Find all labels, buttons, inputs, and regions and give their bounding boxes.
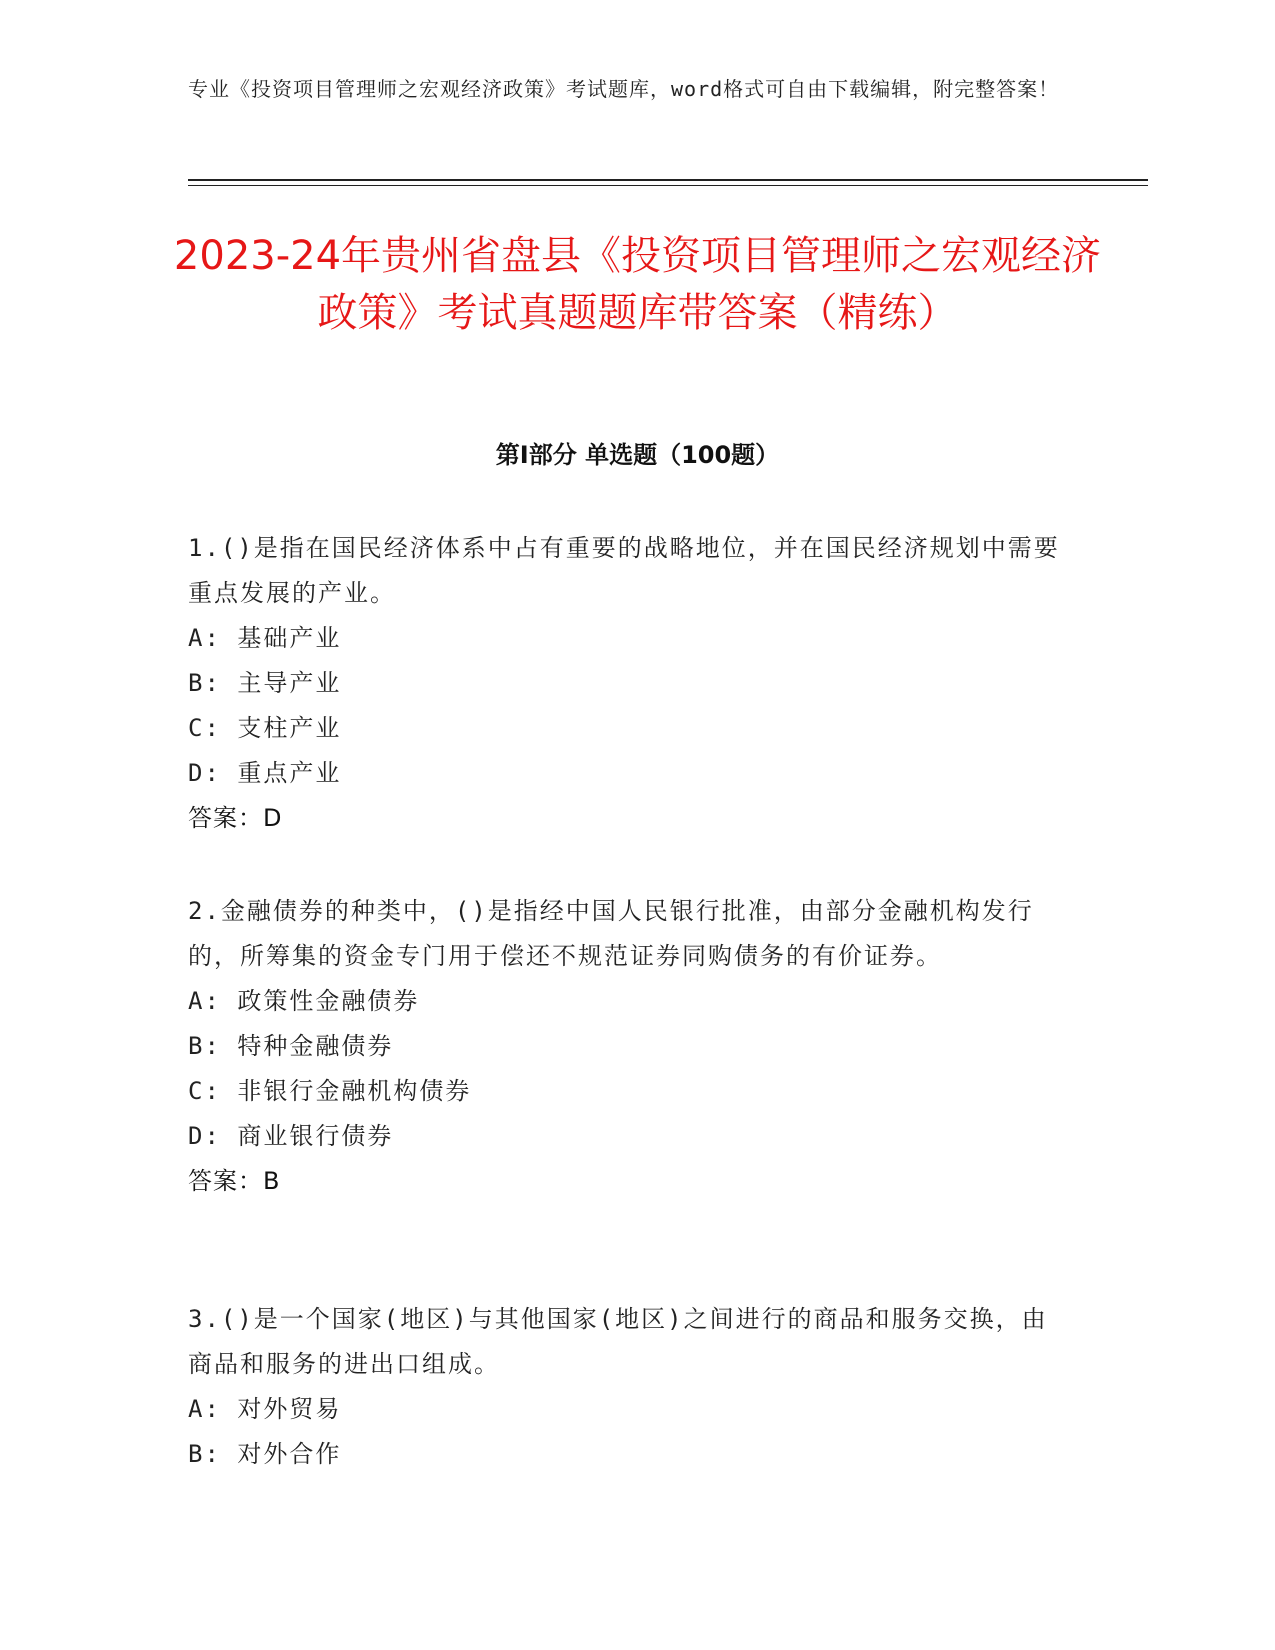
option-c: C: 非银行金融机构债券 <box>188 1077 472 1105</box>
question-stem: 1.()是指在国民经济体系中占有重要的战略地位，并在国民经济规划中需要重点发展的产业。 <box>188 534 1060 607</box>
option-d: D: 重点产业 <box>188 759 342 787</box>
document-title: 2023-24年贵州省盘县《投资项目管理师之宏观经济政策》考试真题题库带答案（精练） <box>173 233 1102 336</box>
option-a: A: 对外贸易 <box>188 1395 342 1423</box>
option-a: A: 基础产业 <box>188 624 342 652</box>
answer: 答案：B <box>188 1167 281 1195</box>
answer: 答案：D <box>188 804 283 832</box>
question-block <box>188 889 1068 1204</box>
header-rule-thin <box>188 185 1148 186</box>
question-block <box>188 1297 1068 1477</box>
header-rule-thick <box>188 179 1148 181</box>
option-b: B: 特种金融债券 <box>188 1032 394 1060</box>
option-c: C: 支柱产业 <box>188 714 342 742</box>
option-d: D: 商业银行债券 <box>188 1122 394 1150</box>
option-a: A: 政策性金融债券 <box>188 987 420 1015</box>
question-stem: 3.()是一个国家(地区)与其他国家(地区)之间进行的商品和服务交换，由商品和服务的进出口组成。 <box>188 1305 1048 1378</box>
header-note: 专业《投资项目管理师之宏观经济政策》考试题库，word格式可自由下载编辑，附完整答案！ <box>188 77 1060 101</box>
option-b: B: 对外合作 <box>188 1440 342 1468</box>
option-b: B: 主导产业 <box>188 669 342 697</box>
section-heading: 第I部分 单选题（100题） <box>495 441 780 469</box>
question-stem: 2.金融债券的种类中，()是指经中国人民银行批准，由部分金融机构发行的，所筹集的资金专门用于偿还不规范证券同购债务的有价证券。 <box>188 897 1034 970</box>
question-block <box>188 526 1068 841</box>
